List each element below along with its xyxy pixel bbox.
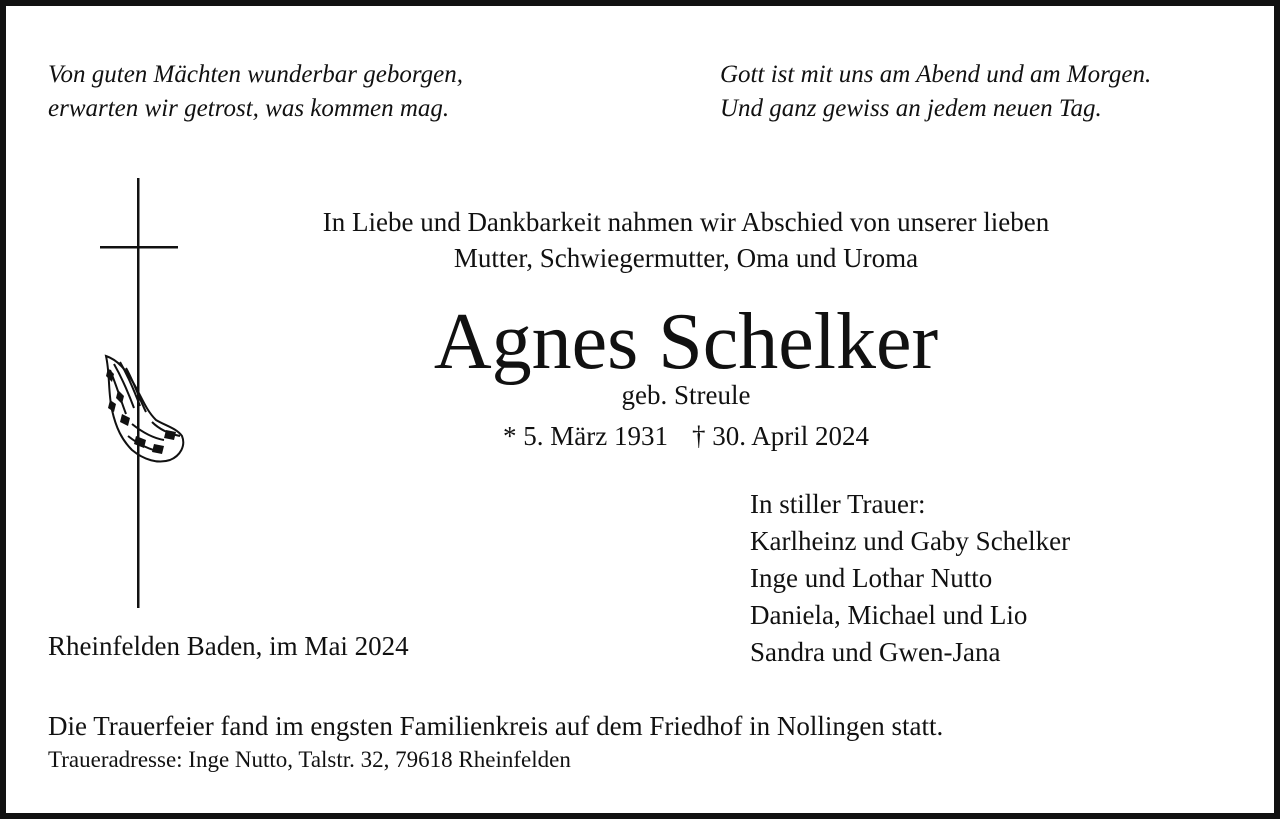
birth-date: * 5. März 1931 [503, 421, 668, 451]
intro-line-1: In Liebe und Dankbarkeit nahmen wir Abschied von unserer lieben [322, 207, 1050, 237]
mourners-list [750, 486, 1070, 671]
place-and-date: Rheinfelden Baden, im Mai 2024 [48, 631, 409, 661]
cross-with-praying-hands-icon [92, 178, 192, 610]
intro-text [186, 204, 1186, 276]
quote-right-line-1: Gott ist mit uns am Abend und am Morgen. [720, 61, 1152, 88]
mourners-heading: In stiller Trauer: [750, 489, 926, 519]
mourner-entry: Daniela, Michael und Lio [750, 600, 1028, 630]
death-date: † 30. April 2024 [691, 421, 869, 451]
quote-left-line-1: Von guten Mächten wunderbar geborgen, [48, 61, 463, 88]
mourning-address: Traueradresse: Inge Nutto, Talstr. 32, 79618 Rheinfelden [48, 747, 571, 772]
mourner-entry: Inge und Lothar Nutto [750, 563, 993, 593]
quote-right-line-2: Und ganz gewiss an jedem neuen Tag. [720, 95, 1102, 122]
funeral-note: Die Trauerfeier fand im engsten Familienkreis auf dem Friedhof in Nollingen statt. [48, 711, 944, 741]
intro-line-2: Mutter, Schwiegermutter, Oma und Uroma [453, 243, 919, 273]
mourner-entry: Sandra und Gwen-Jana [750, 637, 1001, 667]
mourner-entry: Karlheinz und Gaby Schelker [750, 526, 1071, 556]
life-dates [186, 418, 1186, 454]
quote-right [720, 58, 1151, 126]
quote-left-line-2: erwarten wir getrost, was kommen mag. [48, 95, 450, 122]
birth-name: geb. Streule [621, 380, 751, 410]
quote-left [48, 58, 463, 126]
deceased-name: Agnes Schelker [433, 298, 939, 386]
